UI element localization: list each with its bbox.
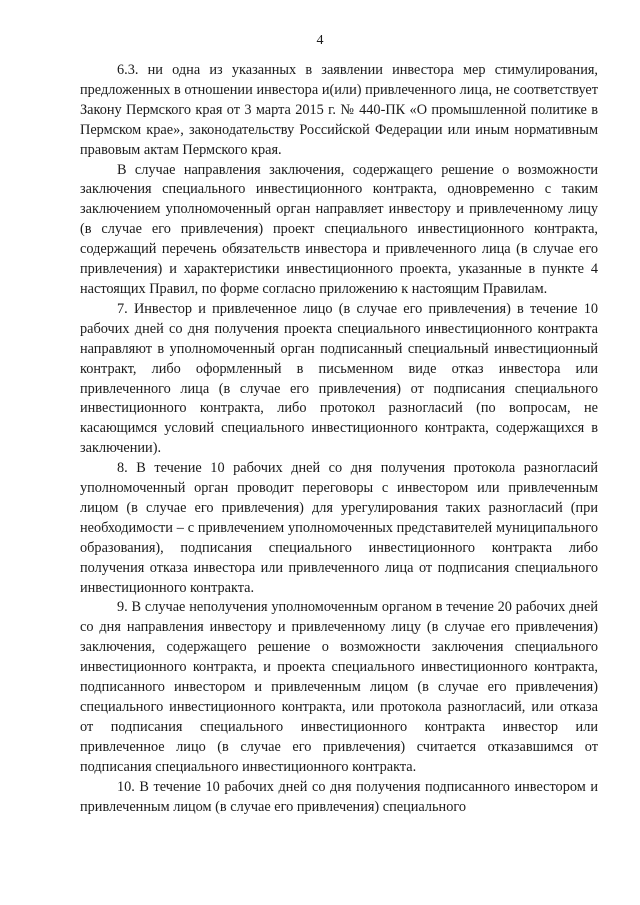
paragraph-10: 10. В течение 10 рабочих дней со дня получения подписанного инвестором и привлеченным лицом (в случае его привлечения) специального bbox=[80, 778, 598, 815]
paragraph-conclusion-sending: В случае направления заключения, содержащего решение о возможности заключения специального инвестиционного контракта, одновременно с таким заключением уполномоченный орган направляет инвестору и привлеченному лицу (в случае его привлечения) проект специального инвестиционного контракта, содержащий перечень обязательств инвестора и привлеченного лица (в случае его привлечения) и характеристики инвестиционного проекта, указанные в пункте 4 настоящих Правил, по форме согласно приложению к настоящим Правилам. bbox=[80, 161, 598, 297]
paragraph-7: 7. Инвестор и привлеченное лицо (в случае его привлечения) в течение 10 рабочих дней со дня получения проекта специального инвестиционного контракта направляют в уполномоченный орган подписанный специальный инвестиционный контракт, либо оформленный в письменном виде отказ инвестора или привлеченного лица (в случае его привлечения) от подписания специального инвестиционного контракта, либо протокол разногласий (по вопросам, не касающимся условий специального инвестиционного контракта, содержащихся в заключении). bbox=[80, 300, 598, 457]
document-body bbox=[80, 61, 598, 817]
paragraph-8: 8. В течение 10 рабочих дней со дня получения протокола разногласий уполномоченный орган проводит переговоры с инвестором или привлеченным лицом (в случае его привлечения) для урегулирования таких разногласий (при необходимости – с привлечением уполномоченных представителей муниципального образования), подписания специального инвестиционного контракта либо получения отказа инвестора или привлеченного лица от подписания специального инвестиционного контракта. bbox=[80, 460, 598, 596]
paragraph-6-3: 6.3. ни одна из указанных в заявлении инвестора мер стимулирования, предложенных в отношении инвестора и(или) привлеченного лица, не соответствует Закону Пермского края от 3 марта 2015 г. № 440-ПК «О промышленной политике в Пермском крае», законодательству Российской Федерации или иным нормативным правовым актам Пермского края. bbox=[80, 62, 598, 158]
paragraph-9: 9. В случае неполучения уполномоченным органом в течение 20 рабочих дней со дня направления инвестору и привлеченному лицу (в случае его привлечения) заключения, содержащего решение о возможности заключения специального инвестиционного контракта, и проекта специального инвестиционного контракта, подписанного инвестором и привлеченным лицом (в случае его привлечения) специального инвестиционного контракта, или протокола разногласий, или отказа от подписания специального инвестиционного контракта инвестор или привлеченное лицо (в случае его привлечения) считается отказавшимся от подписания специального инвестиционного контракта. bbox=[80, 599, 598, 775]
page-number: 4 bbox=[316, 33, 324, 48]
